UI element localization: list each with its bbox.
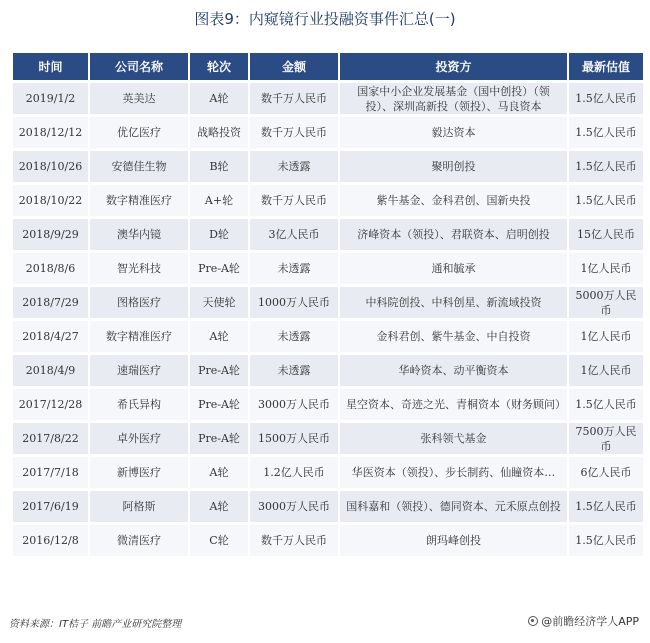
cell-time: 2018/10/22 — [13, 185, 88, 216]
cell-valuation: 1.5亿人民币 — [569, 491, 643, 522]
cell-company: 数字精准医疗 — [90, 321, 188, 352]
cell-investors: 毅达资本 — [340, 117, 567, 148]
table-row — [13, 389, 643, 420]
cell-valuation: 1.5亿人民币 — [569, 525, 643, 556]
cell-investors: 通和毓承 — [340, 253, 567, 284]
table-row — [13, 219, 643, 250]
cell-amount: 未透露 — [250, 321, 338, 352]
cell-investors: 济峰资本（领投）、君联资本、启明创投 — [340, 219, 567, 250]
cell-investors: 聚明创投 — [340, 151, 567, 182]
cell-round: Pre-A轮 — [190, 253, 248, 284]
cell-time: 2018/7/29 — [13, 287, 88, 318]
cell-time: 2017/12/28 — [13, 389, 88, 420]
cell-amount: 3000万人民币 — [250, 389, 338, 420]
cell-company: 智光科技 — [90, 253, 188, 284]
cell-valuation: 1.5亿人民币 — [569, 389, 643, 420]
cell-amount: 1000万人民币 — [250, 287, 338, 318]
cell-round: Pre-A轮 — [190, 423, 248, 454]
cell-round: D轮 — [190, 219, 248, 250]
table-body — [13, 83, 643, 556]
cell-round: B轮 — [190, 151, 248, 182]
cell-time: 2019/1/2 — [13, 83, 88, 114]
cell-investors: 华岭资本、动平衡资本 — [340, 355, 567, 386]
cell-round: A轮 — [190, 83, 248, 114]
cell-round: C轮 — [190, 525, 248, 556]
cell-amount: 1500万人民币 — [250, 423, 338, 454]
source-note: 资料来源：IT桔子 前瞻产业研究院整理 — [9, 619, 182, 630]
table-row — [13, 185, 643, 216]
cell-round: Pre-A轮 — [190, 355, 248, 386]
cell-valuation: 1.5亿人民币 — [569, 151, 643, 182]
cell-valuation: 5000万人民币 — [569, 287, 643, 318]
header-investors: 投资方 — [340, 53, 567, 80]
qianzhan-logo-icon — [528, 616, 538, 626]
cell-valuation: 6亿人民币 — [569, 457, 643, 488]
cell-time: 2018/8/6 — [13, 253, 88, 284]
cell-investors: 金科君创、紫牛基金、中自投资 — [340, 321, 567, 352]
table-row — [13, 423, 643, 454]
cell-valuation: 15亿人民币 — [569, 219, 643, 250]
cell-company: 微清医疗 — [90, 525, 188, 556]
cell-round: A轮 — [190, 321, 248, 352]
cell-company: 英美达 — [90, 83, 188, 114]
cell-valuation: 1.5亿人民币 — [569, 83, 643, 114]
cell-investors: 朗玛峰创投 — [340, 525, 567, 556]
cell-amount: 数千万人民币 — [250, 525, 338, 556]
cell-amount: 3亿人民币 — [250, 219, 338, 250]
cell-valuation: 7500万人民币 — [569, 423, 643, 454]
cell-investors: 星空资本、奇迹之光、青桐资本（财务顾问） — [340, 389, 567, 420]
header-round: 轮次 — [190, 53, 248, 80]
cell-time: 2018/4/27 — [13, 321, 88, 352]
cell-round: 战略投资 — [190, 117, 248, 148]
table-header-row — [13, 53, 643, 80]
cell-amount: 未透露 — [250, 355, 338, 386]
cell-valuation: 1亿人民币 — [569, 253, 643, 284]
cell-round: 天使轮 — [190, 287, 248, 318]
header-valuation: 最新估值 — [569, 53, 643, 80]
cell-amount: 未透露 — [250, 253, 338, 284]
table-row — [13, 491, 643, 522]
cell-company: 速瑞医疗 — [90, 355, 188, 386]
cell-investors: 国家中小企业发展基金（国中创投）（领投）、深圳高新投（领投）、马良资本 — [340, 83, 567, 114]
cell-amount: 数千万人民币 — [250, 117, 338, 148]
cell-time: 2018/9/29 — [13, 219, 88, 250]
cell-amount: 未透露 — [250, 151, 338, 182]
cell-investors: 国科嘉和（领投）、德同资本、元禾原点创投 — [340, 491, 567, 522]
cell-investors: 紫牛基金、金科君创、国新央投 — [340, 185, 567, 216]
cell-company: 图格医疗 — [90, 287, 188, 318]
cell-time: 2016/12/8 — [13, 525, 88, 556]
brand-text: @前瞻经济学人APP — [541, 615, 639, 628]
cell-company: 新博医疗 — [90, 457, 188, 488]
cell-company: 阿格斯 — [90, 491, 188, 522]
cell-time: 2017/7/18 — [13, 457, 88, 488]
financing-events-table — [11, 50, 645, 559]
cell-investors: 华医资本（领投）、步长制药、仙瞳资本… — [340, 457, 567, 488]
table-row — [13, 355, 643, 386]
cell-valuation: 1.5亿人民币 — [569, 117, 643, 148]
cell-amount: 1.2亿人民币 — [250, 457, 338, 488]
cell-time: 2018/4/9 — [13, 355, 88, 386]
cell-time: 2018/12/12 — [13, 117, 88, 148]
cell-investors: 张科领弋基金 — [340, 423, 567, 454]
cell-company: 澳华内镜 — [90, 219, 188, 250]
cell-company: 数字精准医疗 — [90, 185, 188, 216]
cell-amount: 数千万人民币 — [250, 83, 338, 114]
cell-time: 2018/10/26 — [13, 151, 88, 182]
header-amount: 金额 — [250, 53, 338, 80]
cell-round: Pre-A轮 — [190, 389, 248, 420]
cell-valuation: 1亿人民币 — [569, 321, 643, 352]
table-row — [13, 117, 643, 148]
header-time: 时间 — [13, 53, 88, 80]
cell-company: 希氏异构 — [90, 389, 188, 420]
cell-time: 2017/6/19 — [13, 491, 88, 522]
header-company: 公司名称 — [90, 53, 188, 80]
cell-amount: 数千万人民币 — [250, 185, 338, 216]
table-row — [13, 253, 643, 284]
cell-round: A轮 — [190, 457, 248, 488]
table-row — [13, 151, 643, 182]
cell-investors: 中科院创投、中科创星、新流域投资 — [340, 287, 567, 318]
cell-valuation: 1.5亿人民币 — [569, 185, 643, 216]
cell-round: A+轮 — [190, 185, 248, 216]
table-row — [13, 83, 643, 114]
table-row — [13, 287, 643, 318]
table-row — [13, 457, 643, 488]
cell-company: 安德佳生物 — [90, 151, 188, 182]
cell-valuation: 1亿人民币 — [569, 355, 643, 386]
table-row — [13, 525, 643, 556]
cell-company: 优亿医疗 — [90, 117, 188, 148]
cell-round: A轮 — [190, 491, 248, 522]
brand-signature — [528, 613, 639, 629]
cell-time: 2017/8/22 — [13, 423, 88, 454]
cell-amount: 3000万人民币 — [250, 491, 338, 522]
cell-company: 卓外医疗 — [90, 423, 188, 454]
page-title: 图表9：内窥镜行业投融资事件汇总(一) — [194, 10, 456, 28]
table-row — [13, 321, 643, 352]
